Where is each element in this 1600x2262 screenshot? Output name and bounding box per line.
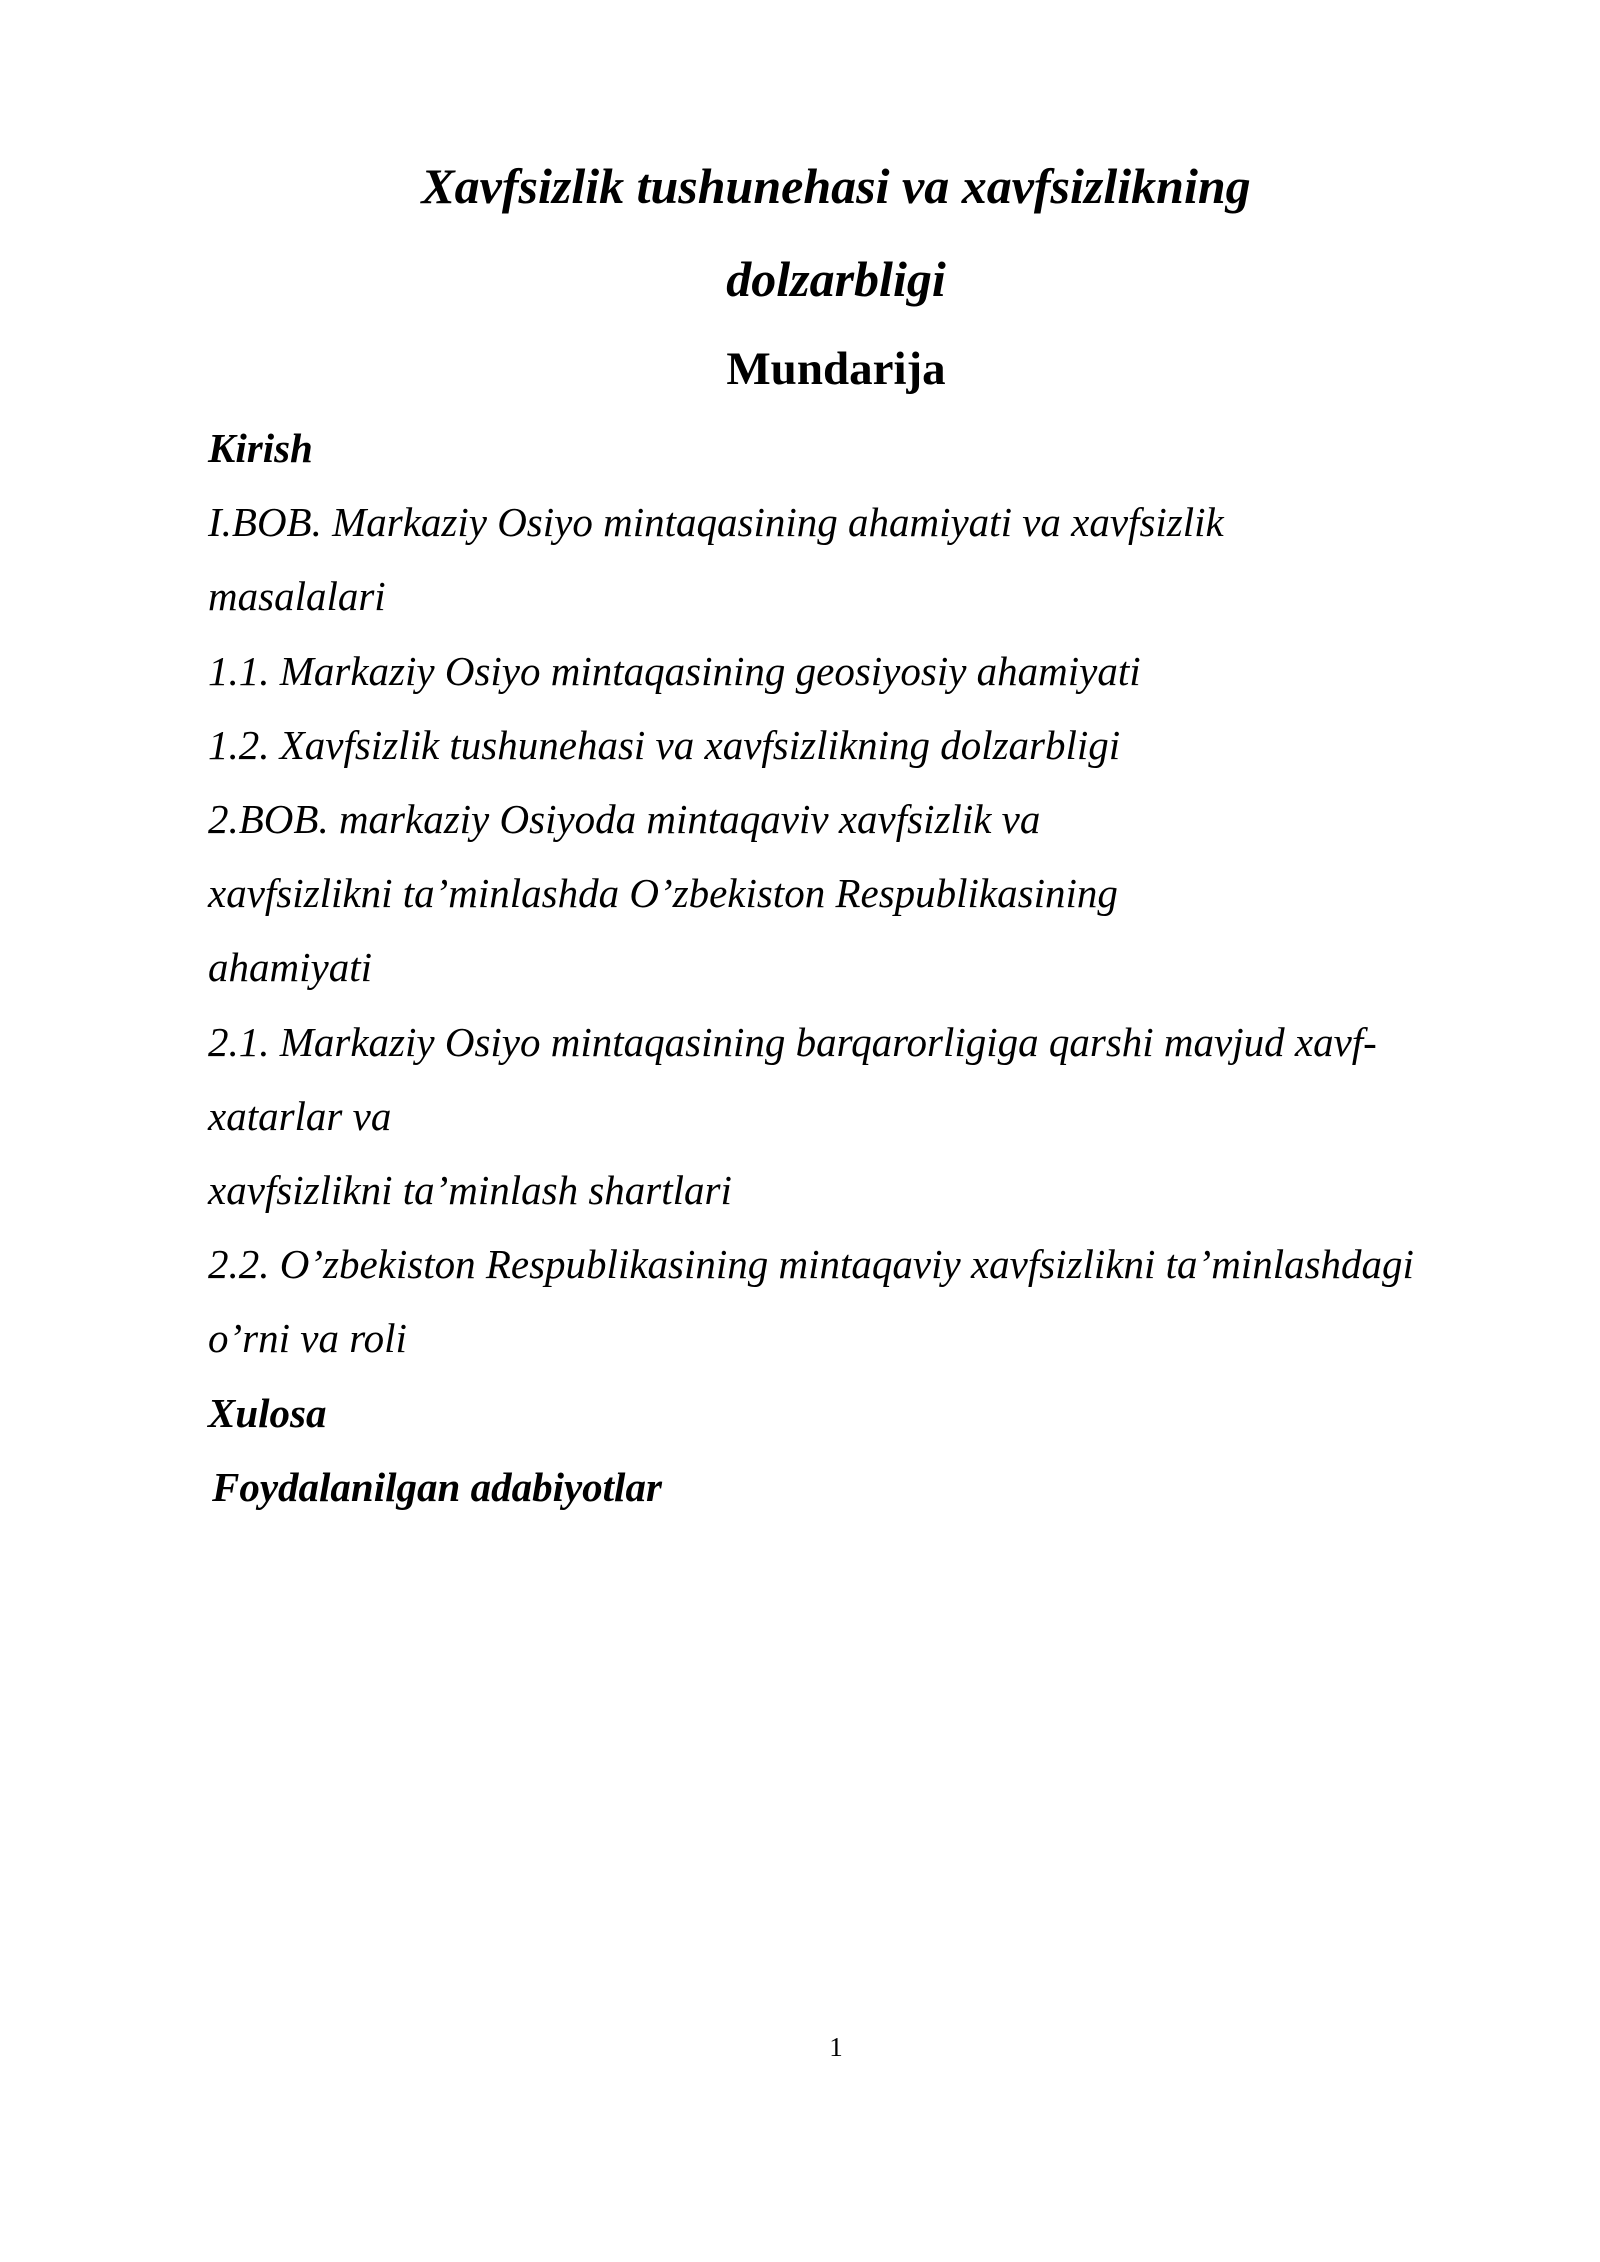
- toc-item-section-2-1-continued-2: xavfsizlikni ta’minlash shartlari: [208, 1167, 732, 1213]
- page-number: 1: [829, 2032, 843, 2062]
- toc-item-section-2-2: 2.2. O’zbekiston Respublikasining mintaqaviy xavfsizlikni ta’minlashdagi: [208, 1241, 1414, 1287]
- toc-item-introduction: Kirish: [208, 425, 313, 471]
- contents-heading: Mundarija: [726, 343, 946, 395]
- toc-item-chapter-1-continued: masalalari: [208, 573, 386, 619]
- document-title-line-1: Xavfsizlik tushunehasi va xavfsizlikning: [421, 158, 1251, 214]
- toc-item-chapter-1: I.BOB. Markaziy Osiyo mintaqasining ahamiyati va xavfsizlik: [208, 499, 1224, 545]
- toc-item-chapter-2-continued-2: ahamiyati: [208, 944, 372, 990]
- toc-item-section-1-1: 1.1. Markaziy Osiyo mintaqasining geosiyosiy ahamiyati: [208, 648, 1141, 694]
- toc-item-section-2-1: 2.1. Markaziy Osiyo mintaqasining barqarorligiga qarshi mavjud xavf-: [208, 1019, 1377, 1065]
- toc-item-conclusion: Xulosa: [208, 1390, 327, 1436]
- toc-item-section-2-1-continued-1: xatarlar va: [208, 1093, 392, 1139]
- toc-item-chapter-2: 2.BOB. markaziy Osiyoda mintaqaviv xavfsizlik va: [208, 796, 1041, 842]
- toc-item-chapter-2-continued-1: xavfsizlikni ta’minlashda O’zbekiston Respublikasining: [208, 870, 1118, 916]
- toc-item-section-2-2-continued: o’rni va roli: [208, 1315, 407, 1361]
- toc-item-section-1-2: 1.2. Xavfsizlik tushunehasi va xavfsizlikning dolzarbligi: [208, 722, 1121, 768]
- document-title-line-2: dolzarbligi: [726, 251, 946, 307]
- toc-item-references: Foydalanilgan adabiyotlar: [212, 1464, 662, 1510]
